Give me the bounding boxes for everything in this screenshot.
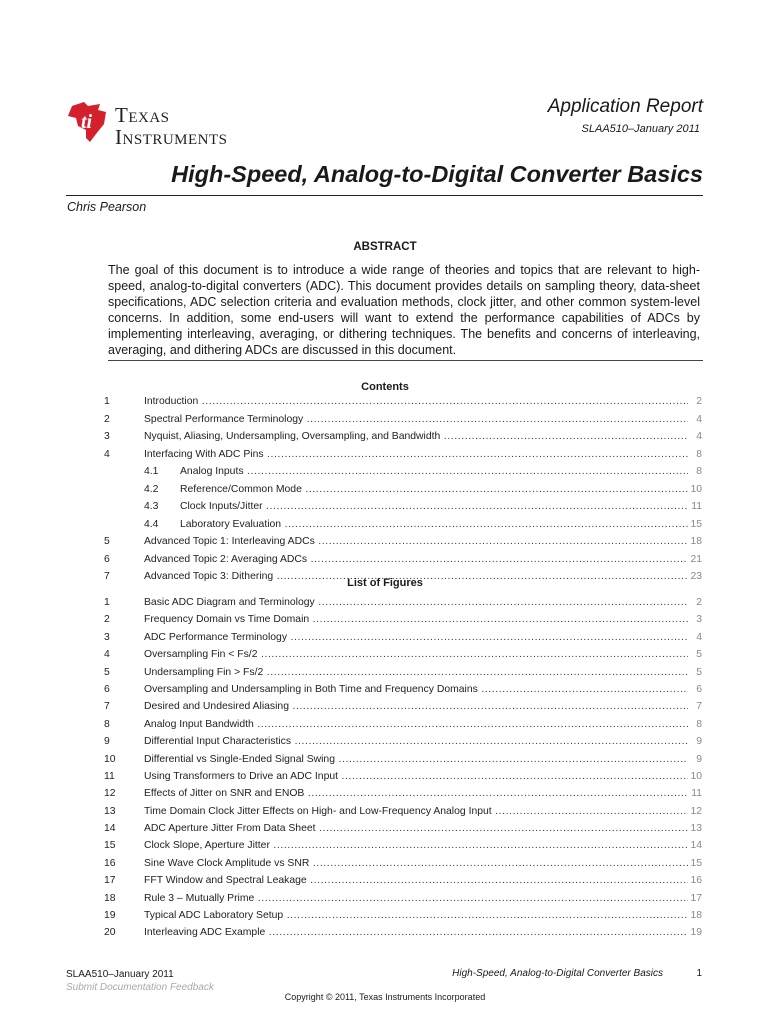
figure-entry[interactable] [104,612,702,629]
figure-page: 18 [688,910,702,921]
figure-label [144,927,688,938]
figure-label [144,858,688,869]
toc-page: 8 [688,466,702,477]
figure-number: 5 [104,666,110,678]
figure-title: Time Domain Clock Jitter Effects on High- and Low-Frequency Analog Input [144,805,492,817]
figure-entry[interactable] [104,752,702,769]
figure-label [144,597,688,608]
figure-title: Analog Input Bandwidth [144,718,254,730]
footer-left [66,968,214,994]
toc-page: 4 [688,414,702,425]
toc-label [144,501,688,512]
figures-list [104,595,702,943]
toc-title: Advanced Topic 3: Dithering [144,571,274,582]
toc-entry[interactable] [104,499,702,517]
figure-entry[interactable] [104,769,702,786]
figure-entry[interactable] [104,821,702,838]
toc-subnumber: 4.3 [144,501,159,512]
figure-entry[interactable] [104,873,702,890]
figure-number: 4 [104,649,110,661]
copyright: Copyright © 2011, Texas Instruments Incorporated [284,992,486,1002]
figure-title: Typical ADC Laboratory Setup [144,910,284,922]
figure-label [144,754,688,765]
figure-title: Frequency Domain vs Time Domain [144,614,310,626]
figure-number: 16 [104,857,116,869]
toc-number: 3 [104,431,110,442]
footer-page-number: 1 [696,968,702,979]
figure-title: Differential vs Single-Ended Signal Swing [144,753,335,765]
figure-entry[interactable] [104,699,702,716]
figure-entry[interactable] [104,734,702,751]
toc-number: 4 [104,448,110,460]
figure-title: Clock Slope, Aperture Jitter [144,840,270,852]
figure-title: Undersampling Fin > Fs/2 [144,666,264,678]
figure-title: Oversampling Fin < Fs/2 [144,649,258,661]
toc-label [144,396,688,407]
figure-title: Effects of Jitter on SNR and ENOB [144,788,305,800]
figure-label [144,823,688,834]
toc-page: 21 [688,554,702,565]
figure-page: 16 [688,875,702,886]
toc-page: 11 [688,501,702,512]
figure-number: 7 [104,701,110,713]
toc-page: 18 [688,536,702,547]
figure-number: 14 [104,823,116,835]
toc-label [144,536,688,547]
toc-subnumber: 4.1 [144,466,159,477]
toc-number: 1 [104,396,110,407]
toc-page: 15 [688,519,702,530]
toc-sublabel: Reference/Common Mode [180,483,302,495]
toc-title: Spectral Performance Terminology [144,413,304,425]
ti-logo-mark-icon [66,98,112,144]
toc-entry[interactable] [104,447,702,465]
toc-sublabel: Clock Inputs/Jitter [180,501,263,512]
figure-label [144,736,688,747]
figure-number: 6 [104,683,110,695]
toc-number: 2 [104,413,110,425]
toc-entry[interactable] [104,534,702,552]
figure-label [144,875,688,886]
figure-entry[interactable] [104,786,702,803]
toc-sublabel: Analog Inputs [180,466,244,477]
figure-number: 3 [104,631,110,643]
figure-entry[interactable] [104,630,702,647]
figure-page: 14 [688,840,702,851]
toc-number: 5 [104,536,110,547]
toc-subnumber: 4.2 [144,483,159,495]
figure-entry[interactable] [104,804,702,821]
toc-label [144,484,688,495]
abstract-heading: ABSTRACT [353,241,417,253]
toc-label [144,449,688,460]
toc-label [144,519,688,530]
svg-text:ti: ti [81,111,93,133]
toc-page: 2 [688,396,702,407]
figure-label [144,614,688,625]
figure-page: 9 [688,754,702,765]
abstract-divider [108,360,703,361]
toc-label [144,554,688,565]
toc-entry[interactable] [104,464,702,482]
figure-entry[interactable] [104,665,702,682]
document-number: SLAA510–January 2011 [581,123,700,135]
toc-title: Interfacing With ADC Pins [144,448,264,460]
figure-number: 2 [104,614,110,626]
toc-title: Advanced Topic 1: Interleaving ADCs [144,536,315,547]
figure-page: 5 [688,667,702,678]
toc-number: 6 [104,553,110,565]
figure-page: 17 [688,893,702,904]
figure-page: 5 [688,649,702,660]
figure-page: 10 [688,771,702,782]
figure-title: Rule 3 – Mutually Prime [144,892,255,904]
figure-title: ADC Aperture Jitter From Data Sheet [144,823,316,835]
figure-page: 9 [688,736,702,747]
figure-number: 10 [104,753,116,765]
toc-entry[interactable] [104,482,702,500]
toc-page: 10 [688,484,702,495]
figures-heading: List of Figures [347,577,423,589]
figure-entry[interactable] [104,838,702,855]
figure-label [144,632,688,643]
figure-page: 6 [688,684,702,695]
title-divider [66,195,703,196]
figure-number: 8 [104,718,110,730]
contents-heading: Contents [361,381,409,393]
figure-number: 1 [104,597,110,608]
figure-page: 11 [688,788,702,799]
abstract-text: The goal of this document is to introduce a wide range of theories and topics that are relevant to high-speed, analog-to-digital converters (ADC). This document provides details on sampling theory, data-sheet specifications, ADC selection criteria and evaluation methods, clock jitter, and other common system-level concerns. In addition, some end-users will want to extend the performance capabilities of ADCs by implementing interleaving, averaging, or dithering techniques. The benefits and concerns of interleaving, averaging, and dithering ADCs are discussed in this document. [108,263,700,357]
figure-label [144,719,688,730]
figure-title: Basic ADC Diagram and Terminology [144,597,315,608]
figure-page: 2 [688,597,702,608]
toc-entry[interactable] [104,429,702,447]
figure-entry[interactable] [104,682,702,699]
toc-number: 7 [104,571,110,582]
figure-number: 12 [104,788,116,800]
figure-title: Using Transformers to Drive an ADC Input [144,770,339,782]
toc-label [144,414,688,425]
footer-doc-number: SLAA510–January 2011 [66,969,174,980]
toc-page: 8 [688,449,702,460]
toc-title: Nyquist, Aliasing, Undersampling, Oversampling, and Bandwidth [144,431,441,442]
author: Chris Pearson [67,200,147,214]
figure-label [144,788,688,799]
figure-number: 18 [104,892,116,904]
figure-number: 13 [104,805,116,817]
figure-number: 15 [104,840,116,852]
footer-title: High-Speed, Analog-to-Digital Converter Basics [452,968,663,979]
figure-title: Desired and Undesired Aliasing [144,701,289,713]
figure-entry[interactable] [104,595,702,612]
figure-entry[interactable] [104,908,702,925]
toc-title: Advanced Topic 2: Averaging ADCs [144,553,308,565]
toc-entry[interactable] [104,412,702,430]
document-type: Application Report [547,96,703,117]
figure-number: 11 [104,770,115,782]
toc-label [144,466,688,477]
figure-page: 13 [688,823,702,834]
figure-page: 7 [688,701,702,712]
figure-entry[interactable] [104,647,702,664]
toc-entry[interactable] [104,517,702,535]
figure-title: Interleaving ADC Example [144,927,266,939]
figure-entry[interactable] [104,891,702,908]
figure-number: 19 [104,910,116,922]
logo-line-2: Instruments [115,125,228,149]
figure-number: 9 [104,736,110,748]
figure-page: 15 [688,858,702,869]
contents-list [104,394,702,587]
ti-logo [66,98,266,150]
figure-label [144,684,688,695]
feedback-link[interactable]: Submit Documentation Feedback [66,982,214,993]
figure-title: FFT Window and Spectral Leakage [144,875,307,887]
logo-line-1: Texas [115,103,170,127]
figure-title: Differential Input Characteristics [144,736,292,748]
toc-entry[interactable] [104,394,702,412]
figure-number: 17 [104,875,116,887]
figure-label [144,771,688,782]
toc-label [144,431,688,442]
figure-label [144,910,688,921]
figure-label [144,701,688,712]
figure-label [144,893,688,904]
toc-entry[interactable] [104,552,702,570]
toc-sublabel: Laboratory Evaluation [180,518,282,530]
figure-label [144,806,688,817]
document-title: High-Speed, Analog-to-Digital Converter Basics [171,161,703,187]
figure-label [144,840,688,851]
toc-page: 23 [688,571,702,582]
figure-title: ADC Performance Terminology [144,631,288,643]
figure-page: 12 [688,806,702,817]
figure-title: Oversampling and Undersampling in Both Time and Frequency Domains [144,683,478,695]
figure-label [144,649,688,660]
figure-page: 3 [688,614,702,625]
figure-page: 4 [688,632,702,643]
figure-entry[interactable] [104,717,702,734]
figure-label [144,667,688,678]
figure-entry[interactable] [104,925,702,942]
figure-number: 20 [104,927,116,939]
figure-entry[interactable] [104,856,702,873]
figure-title: Sine Wave Clock Amplitude vs SNR [144,857,310,869]
toc-subnumber: 4.4 [144,518,159,530]
figure-page: 19 [688,927,702,938]
toc-page: 4 [688,431,702,442]
toc-title: Introduction [144,396,199,407]
figure-page: 8 [688,719,702,730]
